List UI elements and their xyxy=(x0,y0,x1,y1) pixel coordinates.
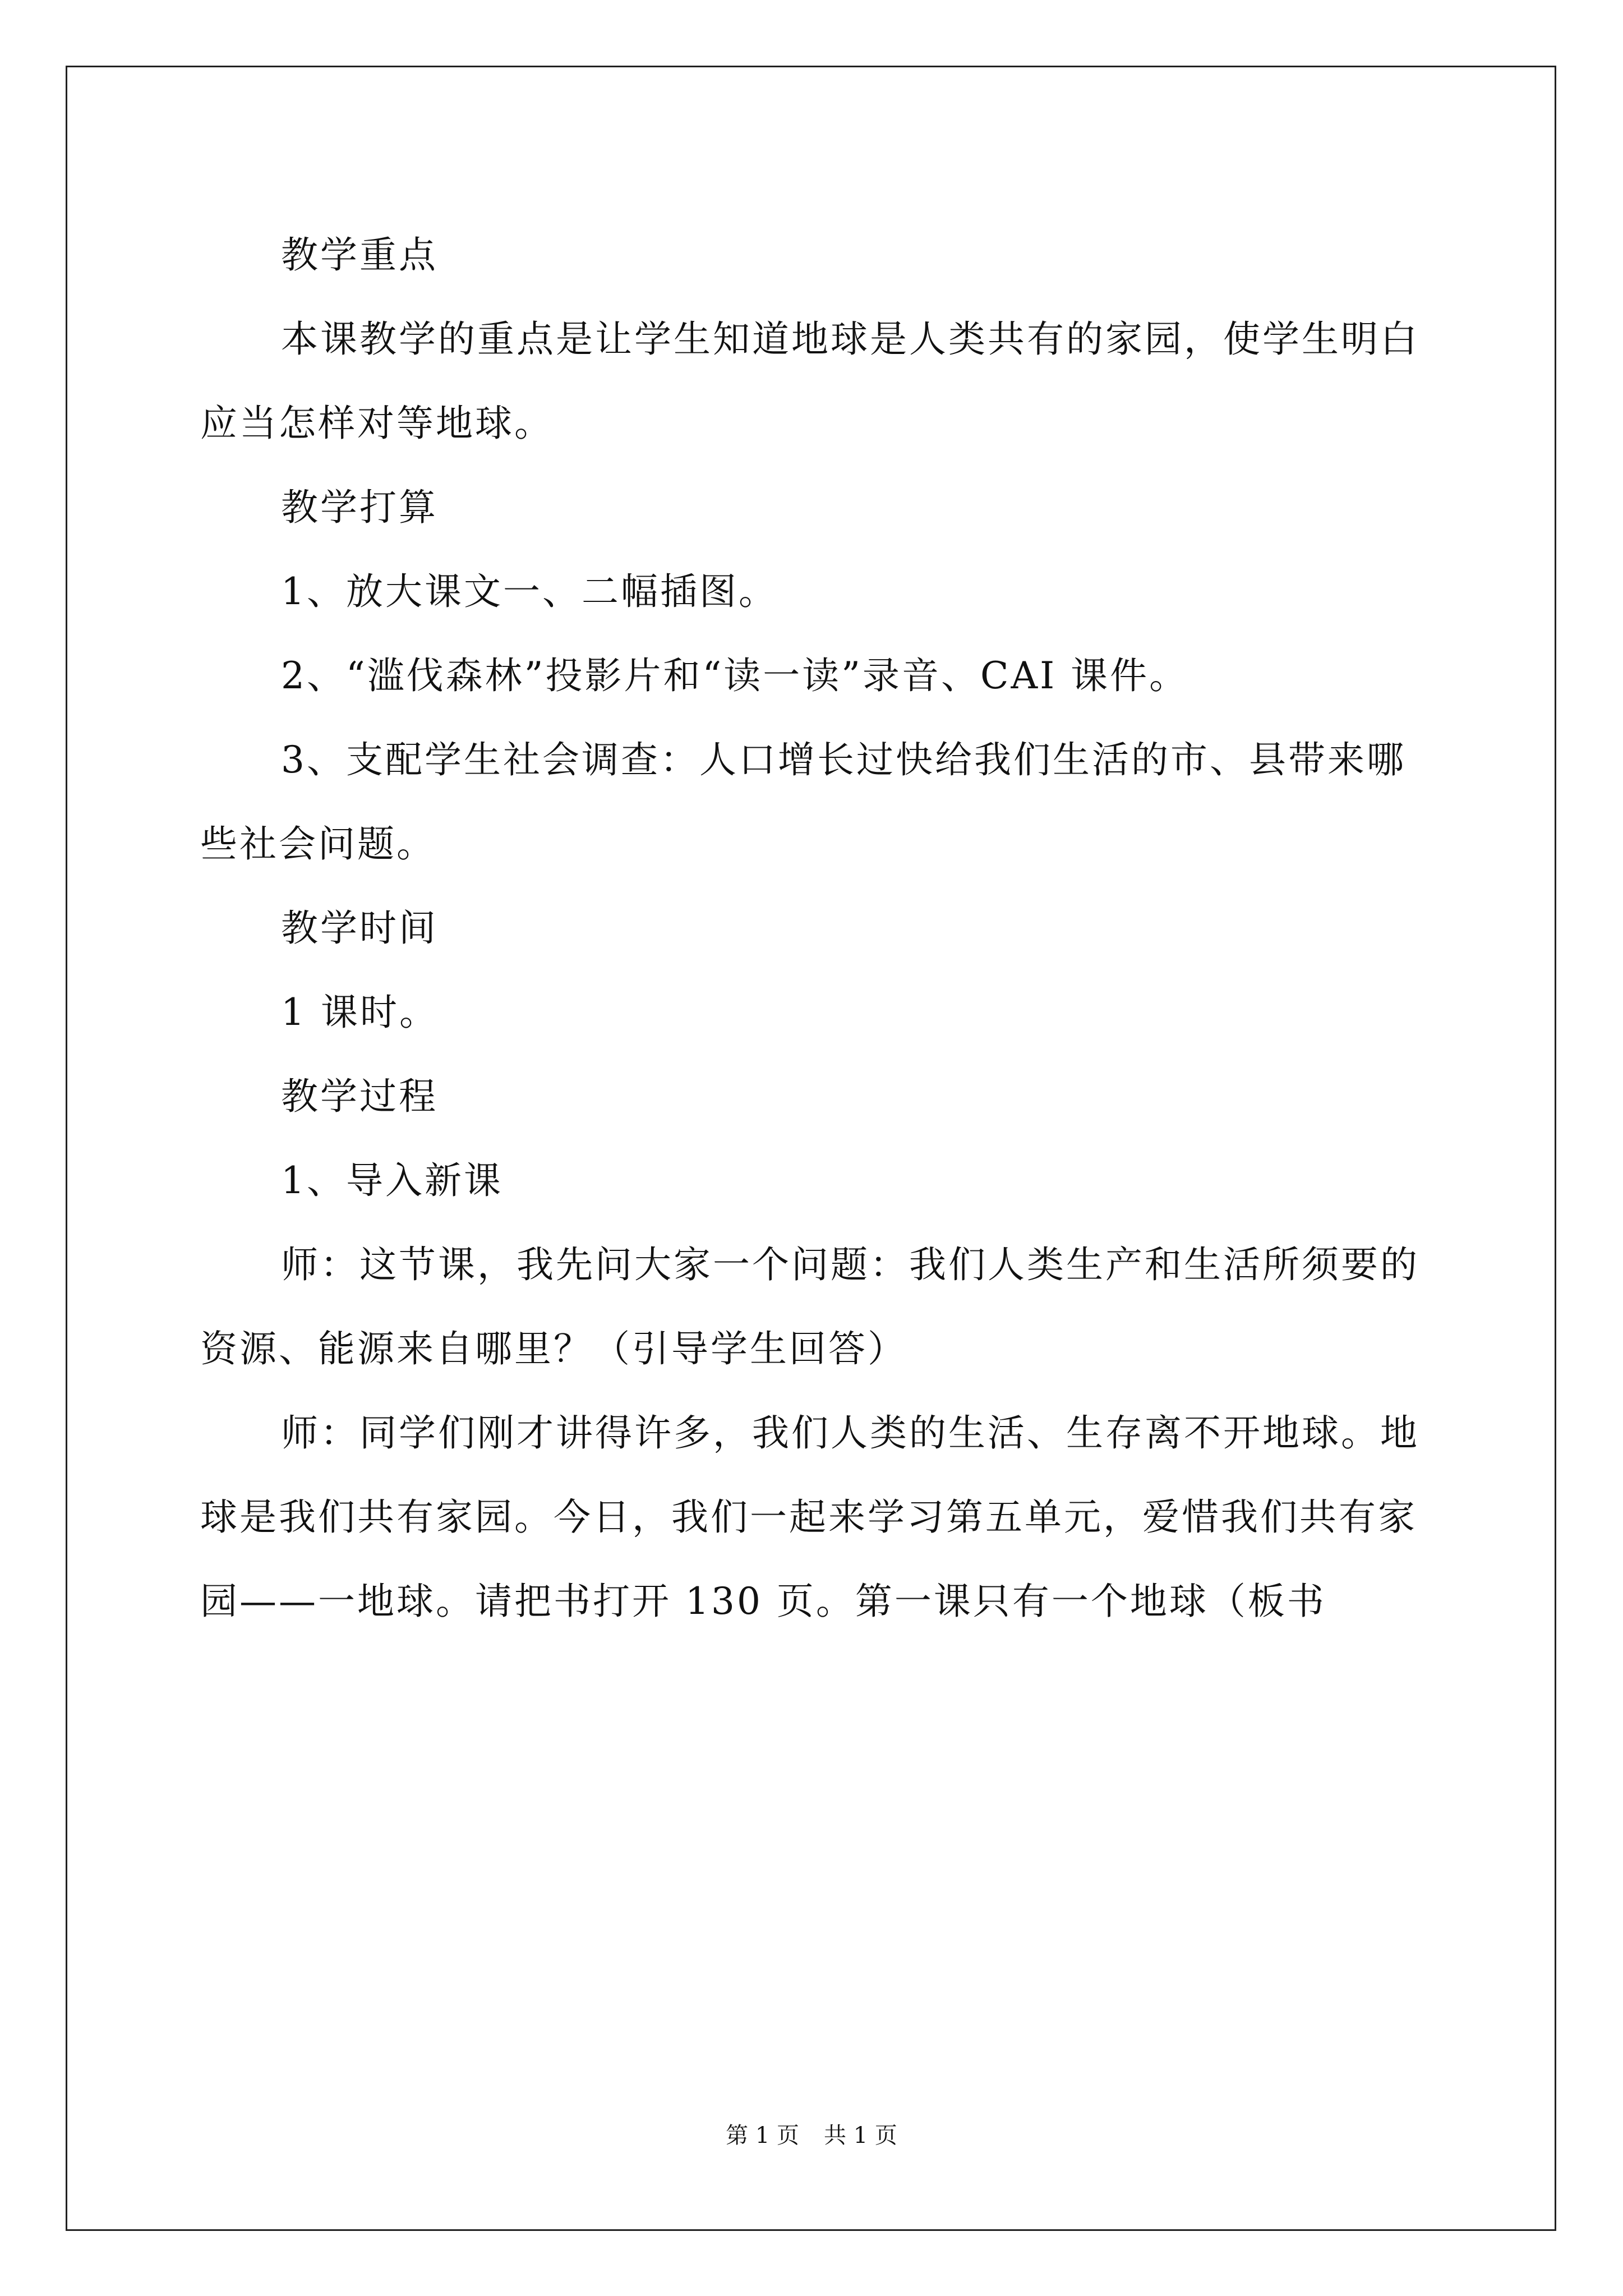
subheading-introduction: 1、导入新课 xyxy=(281,1159,503,1202)
heading-teaching-preparation: 教学打算 xyxy=(281,486,438,529)
page-number-total: 共 1 页 xyxy=(824,2123,897,2148)
heading-teaching-process: 教学过程 xyxy=(281,1075,438,1118)
heading-teaching-time: 教学时间 xyxy=(281,907,438,950)
list-item-1: 1、放大课文一、二幅插图。 xyxy=(281,570,778,613)
list-item-2: 2、“滥伐森林”投影片和“读一读”录音、CAI 课件。 xyxy=(281,654,1189,697)
list-item-3: 3、支配学生社会调查：人口增长过快给我们生活的市、县带来哪些社会问题。 xyxy=(200,738,1406,866)
paragraph-teacher-question: 师：这节课，我先问大家一个问题：我们人类生产和生活所须要的资源、能源来自哪里？（引导学生回答） xyxy=(200,1243,1419,1370)
paragraph-teacher-intro: 师：同学们刚才讲得许多，我们人类的生活、生存离不开地球。地球是我们共有家园。今日，我们一起来学习第五单元，爱惜我们共有家园——一地球。请把书打开 130 页。第一课只有一个地球（板书 xyxy=(200,1411,1419,1623)
paragraph-time-text: 1 课时。 xyxy=(281,991,439,1034)
page-footer xyxy=(0,2122,1623,2150)
heading-teaching-focus: 教学重点 xyxy=(281,233,438,277)
page-number-current: 第 1 页 xyxy=(726,2123,799,2148)
paragraph-focus-text: 本课教学的重点是让学生知道地球是人类共有的家园，使学生明白应当怎样对等地球。 xyxy=(200,318,1419,445)
document-body xyxy=(200,213,1428,1644)
